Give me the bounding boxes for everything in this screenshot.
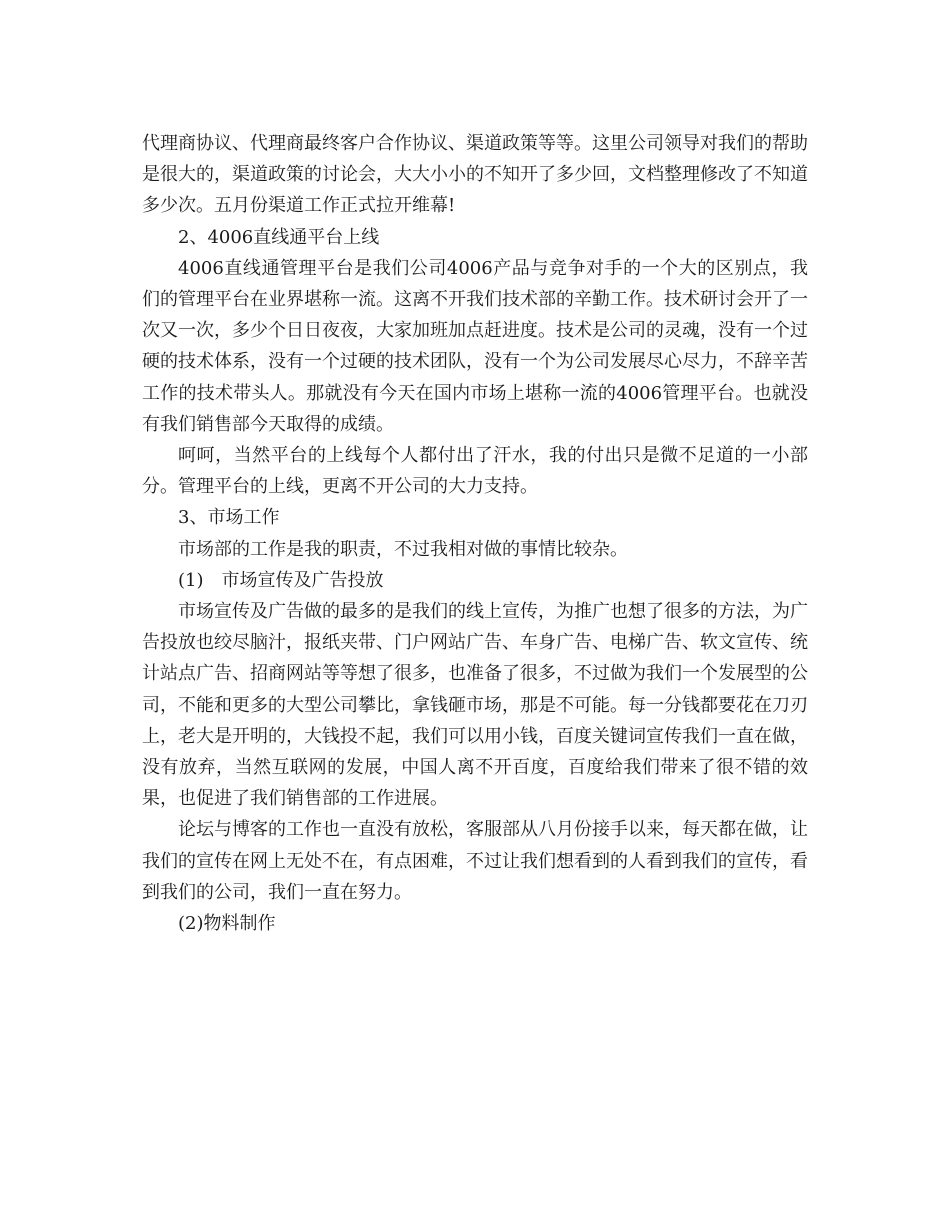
paragraph-platform-support: 呵呵，当然平台的上线每个人都付出了汗水，我的付出只是微不足道的一小部分。管理平台的上线，更离不开公司的大力支持。 — [142, 445, 808, 498]
paragraph-platform-description: 4006直线通管理平台是我们公司4006产品与竞争对手的一个大的区别点，我们的管理平台在业界堪称一流。这离不开我们技术部的辛勤工作。技术研讨会开了一次又一次，多少个日日夜夜，大家加班加点赶进度。技术是公司的灵魂，没有一个过硬的技术体系，没有一个过硬的技术团队，没有一个为公司发展尽心尽力，不辞辛苦工作的技术带头人。那就没有今天在国内市场上堪称一流的4006管理平台。也就没有我们销售部今天取得的成绩。 — [142, 257, 808, 435]
paragraph-market-duties: 市场部的工作是我的职责，不过我相对做的事情比较杂。 — [178, 538, 628, 560]
paragraph-advertising: 市场宣传及广告做的最多的是我们的线上宣传，为推广也想了很多的方法，为广告投放也绞尽脑汁，报纸夹带、门户网站广告、车身广告、电梯广告、软文宣传、统计站点广告、招商网站等等想了很多，也准备了很多，不过做为我们一个发展型的公司，不能和更多的大型公司攀比，拿钱砸市场，那是不可能。每一分钱都要花在刀刃上，老大是开明的，大钱投不起，我们可以用小钱，百度关键词宣传我们一直在做，没有放弃，当然互联网的发展，中国人离不开百度，百度给我们带来了很不错的效果，也促进了我们销售部的工作进展。 — [142, 601, 808, 810]
document-body — [142, 128, 808, 939]
paragraph-channel-agreements: 代理商协议、代理商最终客户合作协议、渠道政策等等。这里公司领导对我们的帮助是很大的，渠道政策的讨论会，大大小小的不知开了多少回，文档整理修改了不知道多少次。五月份渠道工作正式拉开维幕! — [142, 133, 808, 217]
subheading-materials: (2)物料制作 — [178, 913, 276, 935]
subheading-advertising: (1) 市场宣传及广告投放 — [178, 569, 384, 591]
section-heading-platform-launch: 2、4006直线通平台上线 — [178, 226, 380, 248]
section-heading-market-work: 3、市场工作 — [178, 507, 280, 529]
paragraph-forums-blogs: 论坛与博客的工作也一直没有放松，客服部从八月份接手以来，每天都在做，让我们的宣传在网上无处不在，有点困难，不过让我们想看到的人看到我们的宣传，看到我们的公司，我们一直在努力。 — [142, 819, 808, 903]
